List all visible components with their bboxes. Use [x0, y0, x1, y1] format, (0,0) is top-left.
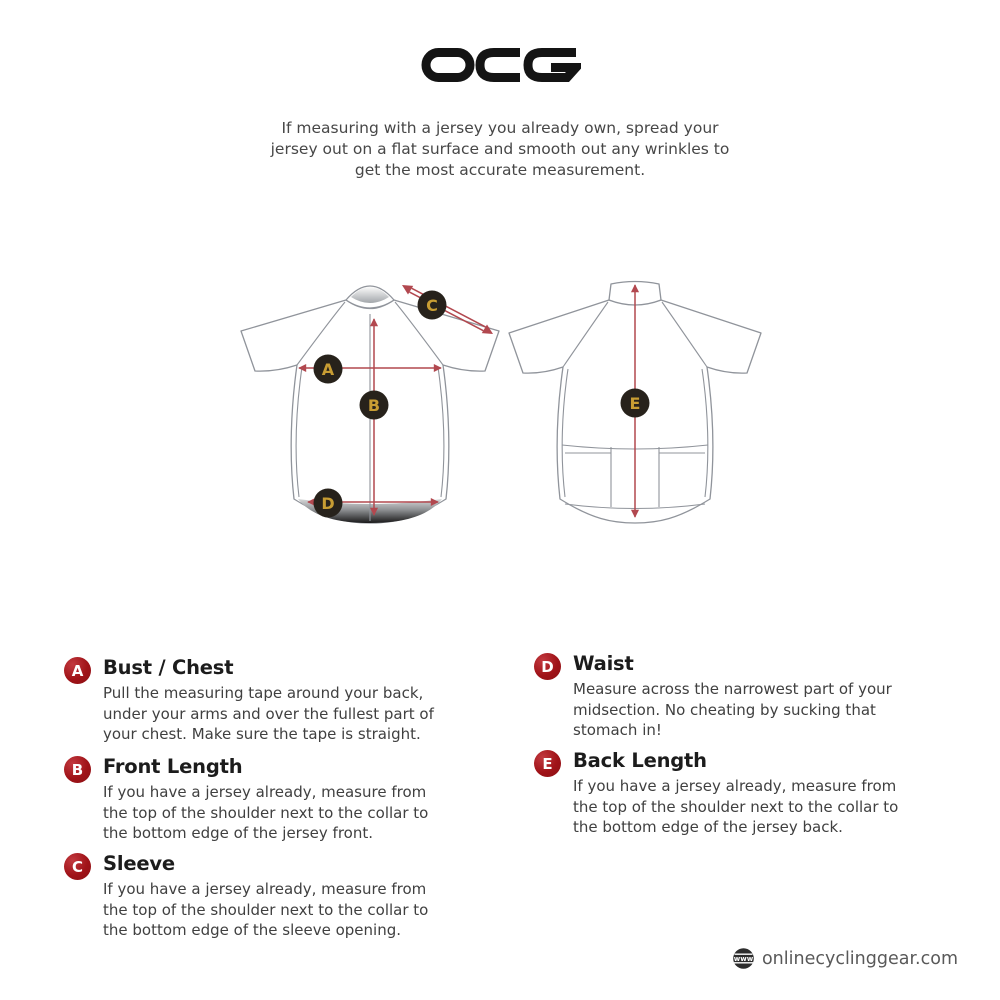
- measurement-desc-d: Measure across the narrowest part of your midsection. No cheating by sucking that stomach in!: [573, 680, 892, 739]
- measurement-desc-c: If you have a jersey already, measure from the top of the shoulder next to the collar to the bottom edge of the sleeve opening.: [103, 880, 429, 939]
- www-globe-icon: [732, 947, 755, 970]
- measure-marker-e: [621, 389, 650, 418]
- marker-letter-c: C: [426, 296, 438, 315]
- intro-line-2: jersey out on a flat surface and smooth out any wrinkles to: [270, 140, 730, 158]
- ocg-logo: [419, 47, 581, 83]
- intro-line-1: If measuring with a jersey you already own, spread your: [281, 119, 719, 137]
- footer: [732, 947, 958, 970]
- measurement-badge-b: B: [64, 756, 91, 783]
- marker-letter-b: B: [367, 396, 381, 415]
- measurement-badge-a: A: [64, 657, 91, 684]
- measurement-item-c: [64, 852, 448, 941]
- measure-marker-c: [418, 291, 447, 320]
- measurement-badge-c: C: [64, 853, 91, 880]
- measurement-badge-d: D: [534, 653, 561, 680]
- intro-text: [0, 118, 1000, 181]
- measurement-item-b: [64, 755, 448, 844]
- measurement-desc-a: Pull the measuring tape around your back, under your arms and over the fullest part of your chest. Make sure the tape is straight.: [103, 684, 434, 743]
- back-jersey-diagram: [505, 257, 773, 539]
- measurement-desc-e: If you have a jersey already, measure from the top of the shoulder next to the collar to the bottom edge of the jersey back.: [573, 777, 899, 836]
- measurement-badge-e: E: [534, 750, 561, 777]
- svg-text:www: www: [733, 954, 754, 963]
- intro-line-3: get the most accurate measurement.: [354, 161, 646, 179]
- measurement-title-a: Bust / Chest: [103, 656, 234, 679]
- measure-marker-d: [314, 489, 343, 518]
- measure-marker-b: [360, 391, 389, 420]
- website-text: onlinecyclinggear.com: [761, 948, 958, 969]
- measurement-title-b: Front Length: [103, 755, 243, 778]
- measurement-desc-b: If you have a jersey already, measure from the top of the shoulder next to the collar to the bottom edge of the jersey front.: [103, 783, 429, 842]
- measurement-item-e: [534, 749, 918, 838]
- marker-letter-e: E: [629, 394, 641, 413]
- measurement-item-a: [64, 656, 448, 745]
- measure-marker-a: [314, 355, 343, 384]
- measurement-title-e: Back Length: [573, 749, 707, 772]
- measurement-title-d: Waist: [573, 652, 634, 675]
- marker-letter-d: D: [321, 494, 335, 513]
- front-jersey-diagram: [236, 257, 504, 539]
- measurement-item-d: [534, 652, 918, 741]
- marker-letter-a: A: [321, 360, 335, 379]
- measurement-title-c: Sleeve: [103, 852, 175, 875]
- logo-letter-g: [528, 53, 576, 78]
- logo-letter-c: [480, 53, 520, 78]
- logo-letter-o: [426, 53, 470, 78]
